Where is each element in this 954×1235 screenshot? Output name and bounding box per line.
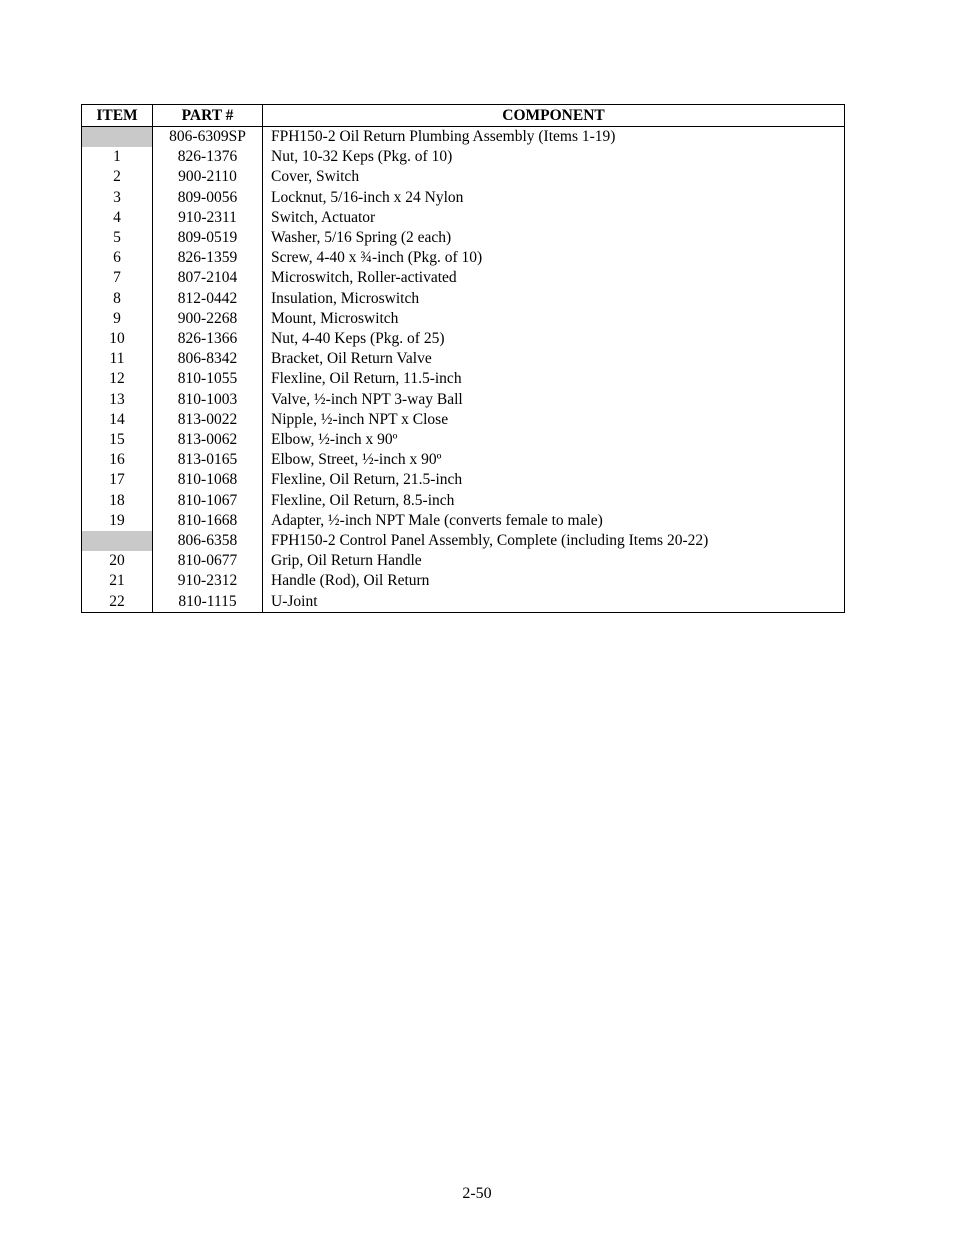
part-number-cell: 813-0165	[153, 450, 263, 470]
item-cell	[82, 531, 153, 551]
item-cell: 12	[82, 369, 153, 389]
table-row	[82, 268, 845, 288]
component-cell: Bracket, Oil Return Valve	[263, 349, 845, 369]
table-row	[82, 349, 845, 369]
part-number-cell: 813-0062	[153, 430, 263, 450]
component-cell: U-Joint	[263, 592, 845, 613]
parts-table-body	[82, 127, 845, 613]
component-cell: FPH150-2 Oil Return Plumbing Assembly (Items 1-19)	[263, 127, 845, 148]
part-number-cell: 810-1055	[153, 369, 263, 389]
part-number-cell: 826-1359	[153, 248, 263, 268]
component-cell: Grip, Oil Return Handle	[263, 551, 845, 571]
part-number-cell: 810-1003	[153, 390, 263, 410]
part-number-cell: 812-0442	[153, 289, 263, 309]
table-row	[82, 188, 845, 208]
part-number-cell: 810-1067	[153, 491, 263, 511]
component-cell: Locknut, 5/16-inch x 24 Nylon	[263, 188, 845, 208]
component-cell: Nut, 4-40 Keps (Pkg. of 25)	[263, 329, 845, 349]
part-number-cell: 809-0519	[153, 228, 263, 248]
part-number-cell: 806-6309SP	[153, 127, 263, 148]
item-cell: 20	[82, 551, 153, 571]
part-number-cell: 900-2268	[153, 309, 263, 329]
part-number-cell: 810-0677	[153, 551, 263, 571]
part-number-cell: 810-1115	[153, 592, 263, 613]
part-number-cell: 807-2104	[153, 268, 263, 288]
table-row	[82, 167, 845, 187]
item-cell: 9	[82, 309, 153, 329]
table-row	[82, 470, 845, 490]
component-cell: Mount, Microswitch	[263, 309, 845, 329]
item-cell: 22	[82, 592, 153, 613]
item-cell: 4	[82, 208, 153, 228]
part-number-cell: 806-6358	[153, 531, 263, 551]
component-cell: Screw, 4-40 x ¾-inch (Pkg. of 10)	[263, 248, 845, 268]
item-cell: 21	[82, 571, 153, 591]
table-row	[82, 571, 845, 591]
table-row	[82, 329, 845, 349]
table-row	[82, 450, 845, 470]
table-row	[82, 592, 845, 613]
item-cell: 15	[82, 430, 153, 450]
table-row	[82, 309, 845, 329]
table-row	[82, 289, 845, 309]
part-number-cell: 809-0056	[153, 188, 263, 208]
header-component: COMPONENT	[263, 105, 845, 127]
parts-table	[81, 104, 845, 613]
component-cell: Nut, 10-32 Keps (Pkg. of 10)	[263, 147, 845, 167]
component-cell: Microswitch, Roller-activated	[263, 268, 845, 288]
item-cell: 2	[82, 167, 153, 187]
table-row	[82, 248, 845, 268]
item-cell: 14	[82, 410, 153, 430]
item-cell	[82, 127, 153, 148]
item-cell: 1	[82, 147, 153, 167]
component-cell: Flexline, Oil Return, 21.5-inch	[263, 470, 845, 490]
item-cell: 16	[82, 450, 153, 470]
component-cell: Nipple, ½-inch NPT x Close	[263, 410, 845, 430]
component-cell: Flexline, Oil Return, 11.5-inch	[263, 369, 845, 389]
component-cell: FPH150-2 Control Panel Assembly, Complete (including Items 20-22)	[263, 531, 845, 551]
component-cell: Switch, Actuator	[263, 208, 845, 228]
item-cell: 11	[82, 349, 153, 369]
part-number-cell: 806-8342	[153, 349, 263, 369]
item-cell: 18	[82, 491, 153, 511]
table-row	[82, 147, 845, 167]
header-item: ITEM	[82, 105, 153, 127]
page-number: 2-50	[462, 1185, 492, 1202]
item-cell: 7	[82, 268, 153, 288]
table-row	[82, 228, 845, 248]
component-cell: Adapter, ½-inch NPT Male (converts female to male)	[263, 511, 845, 531]
table-row	[82, 369, 845, 389]
item-cell: 6	[82, 248, 153, 268]
table-row	[82, 491, 845, 511]
component-cell: Valve, ½-inch NPT 3-way Ball	[263, 390, 845, 410]
part-number-cell: 826-1366	[153, 329, 263, 349]
item-cell: 13	[82, 390, 153, 410]
part-number-cell: 826-1376	[153, 147, 263, 167]
component-cell: Flexline, Oil Return, 8.5-inch	[263, 491, 845, 511]
component-cell: Elbow, ½-inch x 90º	[263, 430, 845, 450]
part-number-cell: 910-2312	[153, 571, 263, 591]
part-number-cell: 813-0022	[153, 410, 263, 430]
part-number-cell: 810-1068	[153, 470, 263, 490]
component-cell: Cover, Switch	[263, 167, 845, 187]
component-cell: Washer, 5/16 Spring (2 each)	[263, 228, 845, 248]
table-row	[82, 531, 845, 551]
table-header-row	[82, 105, 845, 127]
item-cell: 10	[82, 329, 153, 349]
component-cell: Handle (Rod), Oil Return	[263, 571, 845, 591]
item-cell: 3	[82, 188, 153, 208]
component-cell: Insulation, Microswitch	[263, 289, 845, 309]
table-row	[82, 430, 845, 450]
table-row	[82, 551, 845, 571]
table-row	[82, 511, 845, 531]
table-row	[82, 127, 845, 148]
table-row	[82, 390, 845, 410]
item-cell: 5	[82, 228, 153, 248]
header-part-number: PART #	[153, 105, 263, 127]
part-number-cell: 810-1668	[153, 511, 263, 531]
table-row	[82, 410, 845, 430]
part-number-cell: 910-2311	[153, 208, 263, 228]
part-number-cell: 900-2110	[153, 167, 263, 187]
item-cell: 8	[82, 289, 153, 309]
item-cell: 19	[82, 511, 153, 531]
table-row	[82, 208, 845, 228]
component-cell: Elbow, Street, ½-inch x 90º	[263, 450, 845, 470]
item-cell: 17	[82, 470, 153, 490]
